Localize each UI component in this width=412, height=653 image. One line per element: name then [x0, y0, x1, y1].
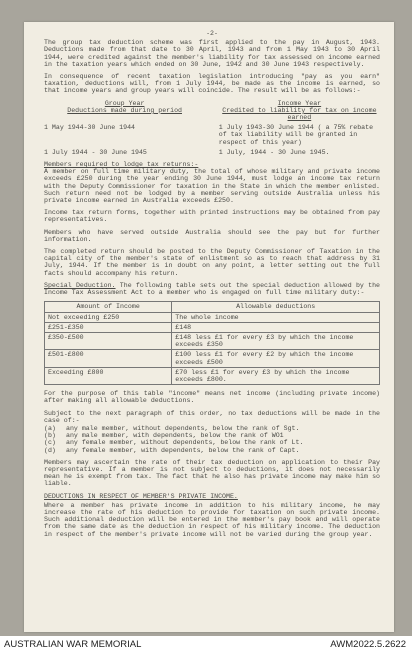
- served-paragraph: Members who have served outside Australia should see the pay but for further information.: [44, 228, 380, 243]
- period-group: 1 July 1944 - 30 June 1945: [44, 148, 147, 156]
- table-row: [45, 350, 380, 367]
- income-year-subheader: Credited to liability for tax on income earned: [222, 106, 377, 122]
- table-cell-deduction: £148 less £1 for every £3 by which the income exceeds £350: [172, 332, 380, 349]
- private-income-paragraph: Where a member has private income in addition to his military income, he may increase the rate of his deduction to provide for taxation on such private income. Such additional deduction will be entered in the member's pay book and will operate from the same date as the deduction in respect of his military income. The deduction in respect of the member's private income will not be varied during the group year.: [44, 501, 380, 538]
- period-row: [44, 124, 380, 146]
- completed-paragraph: The completed return should be posted to the Deputy Commissioner of Taxation in the capital city of the member's state of enlistment so as to reach that address by 31 July, 1944. If the member is in doubt on any point, a letter setting out the full facts should accompany his return.: [44, 248, 380, 277]
- period-row: [44, 149, 380, 156]
- document-page: [24, 22, 394, 632]
- list-item: [44, 432, 380, 439]
- table-row: [45, 332, 380, 349]
- table-cell-amount: £501-£800: [45, 350, 172, 367]
- list-item: [44, 447, 380, 454]
- deduction-table: [44, 301, 380, 385]
- list-text: any male member, with dependents, below the rank of WO1: [66, 432, 284, 440]
- footer-accession-number: AWM2022.5.2622: [330, 639, 406, 650]
- period-group: 1 May 1944-30 June 1944: [44, 124, 136, 132]
- members-heading: Members required to lodge tax returns:-: [44, 161, 199, 169]
- consequence-paragraph: In consequence of recent taxation legislation introducing "pay as you earn" taxation, deductions will, from 1 July 1944, be made as the income is earned, so that income years and group years will coincide. The result will be as follows:-: [44, 73, 380, 95]
- footer-institution: AUSTRALIAN WAR MEMORIAL: [4, 639, 142, 650]
- subject-paragraph: Subject to the next paragraph of this order, no tax deductions will be made in the case of:-: [44, 409, 380, 424]
- table-cell-deduction: £148: [172, 322, 380, 332]
- table-row: [45, 322, 380, 332]
- list-key: (d): [44, 446, 56, 454]
- list-text: any male member, without dependents, below the rank of Sgt.: [66, 424, 300, 432]
- income-year-header: Income Year: [277, 99, 322, 107]
- list-item: [44, 439, 380, 446]
- list-key: (b): [44, 432, 56, 440]
- table-header: Amount of Income: [45, 302, 172, 312]
- exemption-list: [44, 425, 380, 454]
- forms-paragraph: Income tax return forms, together with printed instructions may be obtained from pay representatives.: [44, 209, 380, 224]
- table-row: [45, 367, 380, 384]
- table-cell-amount: £350-£500: [45, 332, 172, 349]
- list-key: (a): [44, 424, 56, 432]
- list-text: any female member, with dependents, below the rank of Capt.: [66, 446, 300, 454]
- table-row: [45, 312, 380, 322]
- members-paragraph: A member on full time military duty, the total of whose military and private income exceeds £250 during the year ending 30 June 1944, must lodge an income tax return with the Deputy Commissioner for taxation in the State in which the member enlisted. Such return need not be lodged by a member serving outside Australia unless his private income earned in Australia exceeds £250.: [44, 168, 380, 205]
- table-cell-amount: Exceeding £800: [45, 367, 172, 384]
- group-year-subheader: Deductions made during period: [67, 106, 182, 114]
- table-cell-amount: Not exceeding £250: [45, 312, 172, 322]
- year-headers: [44, 100, 380, 122]
- list-text: any female member, without dependents, below the rank of Lt.: [66, 439, 304, 447]
- list-item: [44, 425, 380, 432]
- page-number: -2-: [206, 30, 218, 37]
- table-cell-deduction: £100 less £1 for every £2 by which the income exceeds £500: [172, 350, 380, 367]
- group-year-header: Group Year: [104, 99, 145, 107]
- table-header: Allowable deductions: [172, 302, 380, 312]
- special-heading: Special Deduction.: [44, 281, 116, 289]
- special-deduction-paragraph: [44, 282, 380, 296]
- document-content: [44, 30, 380, 543]
- table-cell-amount: £251-£350: [45, 322, 172, 332]
- special-paragraph-text: The following table sets out the special deduction allowed by the Income Tax Assessment Act to a member who is engaged on full time military duty:-: [44, 281, 380, 297]
- table-header-row: [45, 302, 380, 312]
- archive-footer: [0, 636, 412, 653]
- purpose-paragraph: For the purpose of this table "income" means net income (including private income) after making all allowable deductions.: [44, 390, 380, 405]
- ascertain-paragraph: Members may ascertain the rate of their tax deduction on application to their Pay representative. If a member is not subject to deductions, it does not necessarily mean he is exempt from tax. The fact that he also has private income may make him so liable.: [44, 458, 380, 488]
- period-income: 1 July 1943-30 June 1944 ( a 75% rebate of tax liability will be granted in respect of this year): [218, 124, 374, 146]
- table-cell-deduction: £70 less £1 for every £3 by which the income exceeds £800.: [172, 367, 380, 384]
- private-income-heading: DEDUCTIONS IN RESPECT OF MEMBER'S PRIVATE INCOME.: [44, 492, 238, 500]
- period-income: 1 July, 1944 - 30 June 1945.: [218, 148, 330, 156]
- intro-paragraph: The group tax deduction scheme was first applied to the pay in August, 1943. Deductions made from that date to 30 April, 1943 and from 1 May 1943 to 30 April 1944, were credited against the member's liability for tax assessed on income earned in the taxation years which ended on 30 June, 1942 and 30 June 1943 respectively.: [44, 39, 380, 68]
- list-key: (c): [44, 439, 56, 447]
- table-cell-deduction: The whole income: [172, 312, 380, 322]
